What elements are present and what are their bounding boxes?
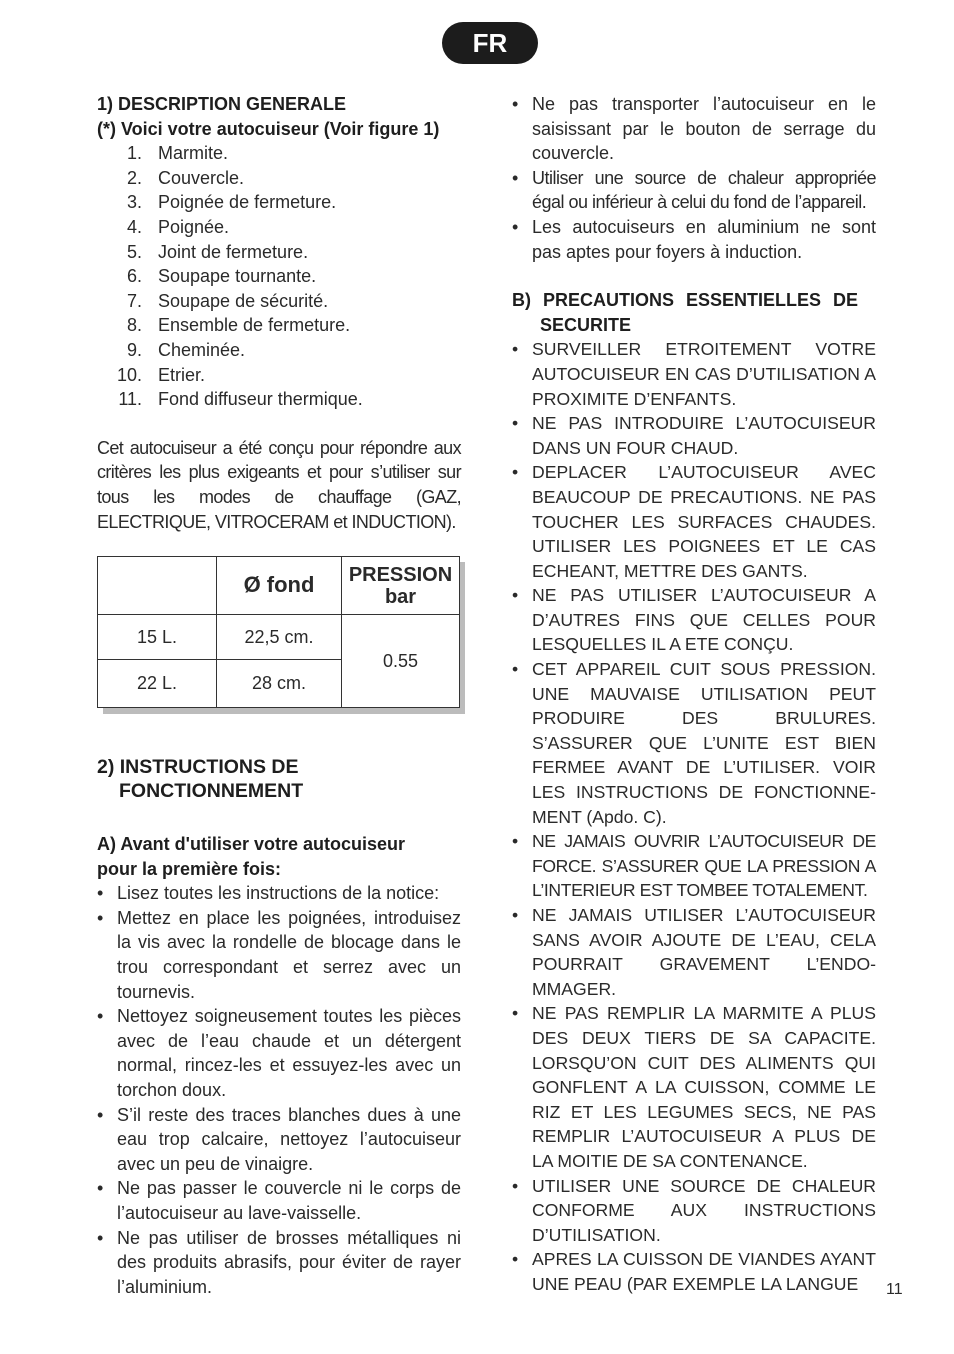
table-cell-diameter: 22,5 cm.: [217, 615, 342, 659]
page-number: 11: [886, 1281, 903, 1298]
list-item: 6. Soupape tournante.: [126, 266, 317, 287]
list-item: 10. Etrier.: [116, 364, 206, 385]
table-row: [98, 615, 460, 659]
table-cell-size: 22 L.: [98, 659, 217, 707]
list-item: • Ne pas passer le couvercle ni le corps de l’autocuiseur au lave-vaisselle.: [97, 1176, 461, 1225]
list-item: 1. Marmite.: [126, 143, 229, 164]
table-cell-pressure: 0.55: [342, 615, 460, 708]
list-item: • Utiliser une source de chaleur appropriée égal ou inférieur à celui du fond de l’appareil.: [512, 166, 876, 215]
table-cell-size: 15 L.: [98, 615, 217, 659]
table-header-diameter: Ø fond: [217, 557, 342, 615]
list-item: 7. Soupape de sécurité.: [126, 290, 329, 311]
spec-table-wrapper: [97, 556, 467, 720]
list-item: • NE PAS INTRODUIRE L’AUTOCUISEUR DANS UN FOUR CHAUD.: [512, 411, 876, 460]
list-item: • Lisez toutes les instructions de la notice:: [97, 881, 461, 906]
list-item: • Mettez en place les poignées, introduisez la vis avec la rondelle de blocage dans le trou correspondant et serrez avec un tournevis.: [97, 906, 461, 1004]
table-header-empty: [98, 557, 217, 615]
list-item: • S’il reste des traces blanches dues à une eau trop calcaire, nettoyez l’autocuiseur avec un peu de vinaigre.: [97, 1103, 461, 1177]
list-item: • NE PAS REMPLIR LA MARMITE A PLUS DES DEUX TIERS DE SA CAPACITE. LORSQU’ON CUIT DES ALIMENTS QUI GONFLENT A LA CUISSON, COMME LE RIZ ET LES LEGUMES SECS, NE PAS REMPLIR L’AUTOCUISEUR A PLUS DE LA MOITIE DE SA CONTENANCE.: [512, 1001, 876, 1173]
left-column-lower: [97, 755, 461, 1299]
list-item: • CET APPAREIL CUIT SOUS PRESSION. UNE MAUVAISE UTILISATION PEUT PRODUIRE DES BRULURES. S’ASSURER QUE L’UNITE EST BIEN FERMEE AVANT DE L’UTILISER. VOIR LES INSTRUCTIONS DE FONCTIONNE-MENT (Apdo. C).: [512, 657, 876, 829]
section1-subtitle: (*) Voici votre autocuiseur (Voir figure 1): [97, 118, 440, 139]
language-badge: FR: [442, 22, 538, 64]
list-item: • Ne pas transporter l’autocuiseur en le saisissant par le bouton de serrage du couvercle.: [512, 92, 876, 166]
right-column: [512, 92, 876, 1297]
list-item: • NE JAMAIS UTILISER L’AUTOCUISEUR SANS AVOIR AJOUTE DE L’EAU, CELA POURRAIT GRAVEMENT L’ENDO-MMAGER.: [512, 903, 876, 1001]
sectionB-title: B) PRECAUTIONS ESSENTIELLES DE SECURITE: [512, 290, 859, 335]
list-item: • APRES LA CUISSON DE VIANDES AYANT UNE PEAU (PAR EXEMPLE LA LANGUE: [512, 1247, 876, 1296]
list-item: • Les autocuiseurs en aluminium ne sont pas aptes pour foyers à induction.: [512, 215, 876, 264]
top-bullets-list: [512, 92, 876, 264]
left-column: [97, 92, 461, 534]
list-item: • NE JAMAIS OUVRIR L’AUTOCUISEUR DE FORCE. S’ASSURER QUE LA PRESSION A L’INTERIEUR EST TOMBEE TOTALEMENT.: [512, 829, 876, 903]
list-item: 5. Joint de fermeture.: [126, 241, 309, 262]
sectionA-title: A) Avant d'utiliser votre autocuiseur pour la première fois:: [97, 834, 406, 879]
list-item: 4. Poignée.: [126, 216, 230, 237]
intro-paragraph: Cet autocuiseur a été conçu pour répondre aux critères les plus exigeants et pour s’utiliser sur tous les modes de chauffage (GAZ, ELECTRIQUE, VITROCERAM et INDUCTION).: [97, 437, 461, 532]
list-item: 11. Fond diffuseur thermique.: [118, 389, 363, 410]
list-item: 9. Cheminée.: [126, 339, 246, 360]
list-item: • Ne pas utiliser de brosses métalliques ni des produits abrasifs, pour éviter de rayer l’aluminium.: [97, 1226, 461, 1300]
sectionA-list: [97, 881, 461, 1299]
list-item: • DEPLACER L’AUTOCUISEUR AVEC BEAUCOUP DE PRECAUTIONS. NE PAS TOUCHER LES SURFACES CHAUDES. UTILISER LES POIGNEES ET LE CAS ECHEANT, METTRE DES GANTS.: [512, 460, 876, 583]
list-item: • NE PAS UTILISER L’AUTOCUISEUR A D’AUTRES FINS QUE CELLES POUR LESQUELLES IL A ETE CONÇU.: [512, 583, 876, 657]
table-header-row: [98, 557, 460, 615]
section2-title: 2) INSTRUCTIONS DE FONCTIONNEMENT: [97, 756, 304, 802]
list-item: 3. Poignée de fermeture.: [126, 192, 337, 213]
table-header-pressure: PRESSION bar: [342, 557, 460, 615]
table-cell-diameter: 28 cm.: [217, 659, 342, 707]
spec-table: [97, 556, 460, 708]
list-item: 8. Ensemble de fermeture.: [126, 315, 351, 336]
list-item: 2. Couvercle.: [126, 167, 245, 188]
section1-title: 1) DESCRIPTION GENERALE: [97, 94, 347, 114]
parts-list: [97, 141, 461, 412]
list-item: • SURVEILLER ETROITEMENT VOTRE AUTOCUISEUR EN CAS D’UTILISATION A PROXIMITE D’ENFANTS.: [512, 337, 876, 411]
list-item: • UTILISER UNE SOURCE DE CHALEUR CONFORME AUX INSTRUCTIONS D’UTILISATION.: [512, 1174, 876, 1248]
list-item: • Nettoyez soigneusement toutes les pièces avec de l’eau chaude et un détergent normal, rincez-les et essuyez-les avec un torchon doux.: [97, 1004, 461, 1102]
sectionB-list: [512, 337, 876, 1296]
